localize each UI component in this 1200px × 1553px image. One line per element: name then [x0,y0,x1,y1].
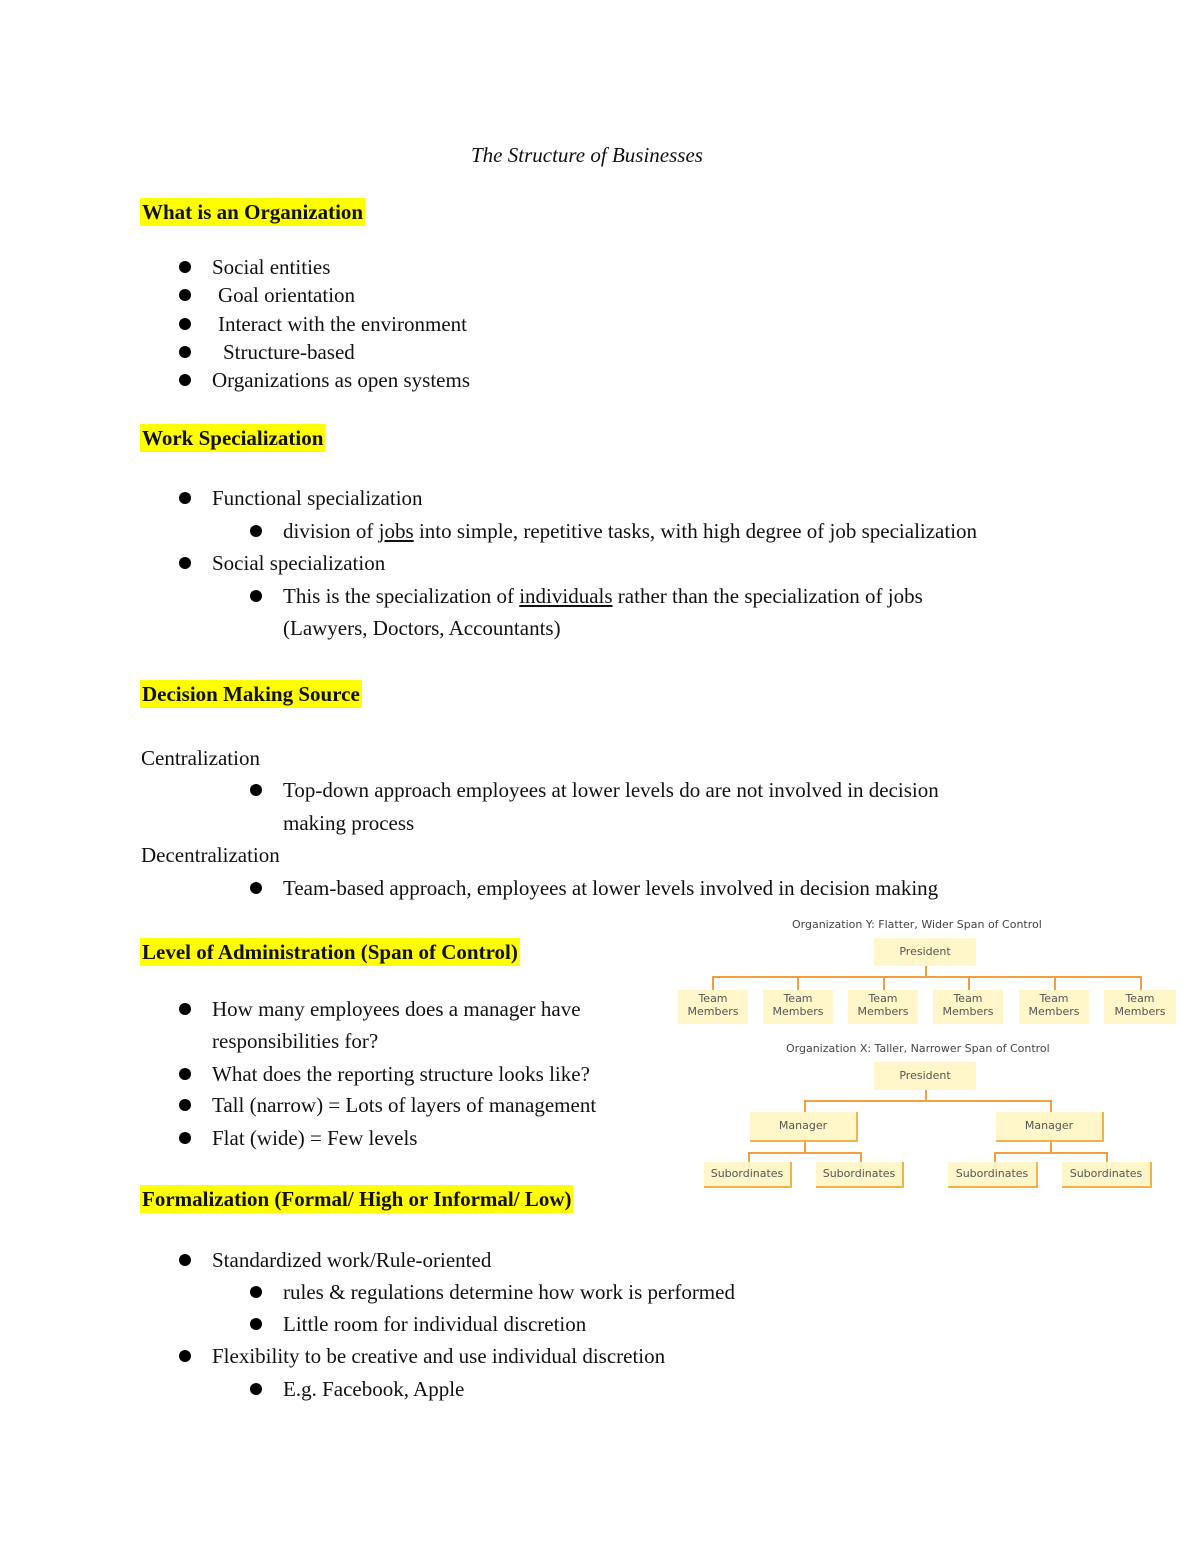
team-members-box: Team Members [1104,990,1176,1024]
bullet-icon [250,525,262,537]
list-item: Flexibility to be creative and use individual discretion [212,1344,666,1368]
flat-president-box: President [874,938,976,966]
sub-list-item: Top-down approach employees at lower levels do are not involved in decision [283,778,939,802]
connector-line [804,1100,1052,1102]
sub-list-item-continuation: making process [283,811,415,835]
bullet-icon [179,318,191,330]
bullet-icon [179,289,191,301]
list-item-continuation: responsibilities for? [212,1029,379,1053]
connector-line [994,1152,1108,1154]
sub-list-item: division of jobs into simple, repetitive tasks, with high degree of job specialization [283,519,978,543]
heading-level-of-administration: Level of Administration (Span of Control) [140,938,520,966]
heading-decision-making: Decision Making Source [140,680,362,708]
team-members-box: Team Members [933,990,1003,1024]
list-item: Organizations as open systems [212,368,470,392]
manager-box: Manager [996,1112,1104,1142]
bullet-icon [250,1318,262,1330]
tall-org-title: Organization X: Taller, Narrower Span of Control [786,1042,1050,1055]
bullet-icon [179,1003,191,1015]
subordinates-box: Subordinates [1062,1162,1152,1188]
bullet-icon [179,492,191,504]
sub-list-item: This is the specialization of individuals rather than the specialization of jobs [283,584,923,608]
list-item: Tall (narrow) = Lots of layers of management [212,1093,597,1117]
team-members-box: Team Members [763,990,833,1024]
team-members-box: Team Members [1019,990,1089,1024]
bullet-icon [250,590,262,602]
connector-line [804,1100,806,1112]
list-item: What does the reporting structure looks like? [212,1062,590,1086]
bullet-icon [179,261,191,273]
subordinates-box: Subordinates [704,1162,792,1188]
manager-box: Manager [750,1112,858,1142]
list-item: Flat (wide) = Few levels [212,1126,418,1150]
subordinates-box: Subordinates [816,1162,904,1188]
page-title: The Structure of Businesses [471,143,703,167]
sub-list-item: Team-based approach, employees at lower levels involved in decision making [283,876,939,900]
connector-line [1140,976,1142,990]
org-chart-figure [676,914,1182,1194]
connector-line [1054,976,1056,990]
bullet-icon [250,1286,262,1298]
heading-work-specialization: Work Specialization [140,424,325,452]
tall-president-box: President [874,1062,976,1090]
team-members-box: Team Members [678,990,748,1024]
list-item: Goal orientation [218,283,356,307]
list-item: Standardized work/Rule-oriented [212,1248,492,1272]
connector-line [804,1142,806,1152]
connector-line [797,976,799,990]
connector-line [712,976,714,990]
flat-org-title: Organization Y: Flatter, Wider Span of Control [792,918,1042,931]
list-item: Structure-based [223,340,355,364]
bullet-icon [179,1132,191,1144]
connector-line [748,1152,862,1154]
list-item: Social specialization [212,551,386,575]
list-item: Social entities [212,255,331,279]
connector-line [860,1152,862,1162]
bullet-icon [179,346,191,358]
connector-line [883,976,885,990]
sub-list-item: Little room for individual discretion [283,1312,587,1336]
connector-line [1050,1100,1052,1112]
sub-list-item: E.g. Facebook, Apple [283,1377,465,1401]
team-members-box: Team Members [848,990,918,1024]
bullet-icon [179,557,191,569]
heading-what-is-organization: What is an Organization [140,198,365,226]
connector-line [712,976,1142,978]
bullet-icon [179,1350,191,1362]
list-item: Functional specialization [212,486,423,510]
bullet-icon [179,1099,191,1111]
bullet-icon [179,1254,191,1266]
connector-line [748,1152,750,1162]
label-centralization: Centralization [141,746,260,770]
label-decentralization: Decentralization [141,843,280,867]
list-item: Interact with the environment [218,312,467,336]
connector-line [968,976,970,990]
bullet-icon [250,882,262,894]
bullet-icon [179,1068,191,1080]
heading-formalization: Formalization (Formal/ High or Informal/ Low) [140,1185,573,1213]
connector-line [1050,1142,1052,1152]
sub-list-item: rules & regulations determine how work is performed [283,1280,735,1304]
list-item: How many employees does a manager have [212,997,581,1021]
subordinates-box: Subordinates [948,1162,1038,1188]
connector-line [994,1152,996,1162]
bullet-icon [250,784,262,796]
sub-list-item-continuation: (Lawyers, Doctors, Accountants) [283,616,561,640]
bullet-icon [179,374,191,386]
connector-line [1106,1152,1108,1162]
bullet-icon [250,1383,262,1395]
